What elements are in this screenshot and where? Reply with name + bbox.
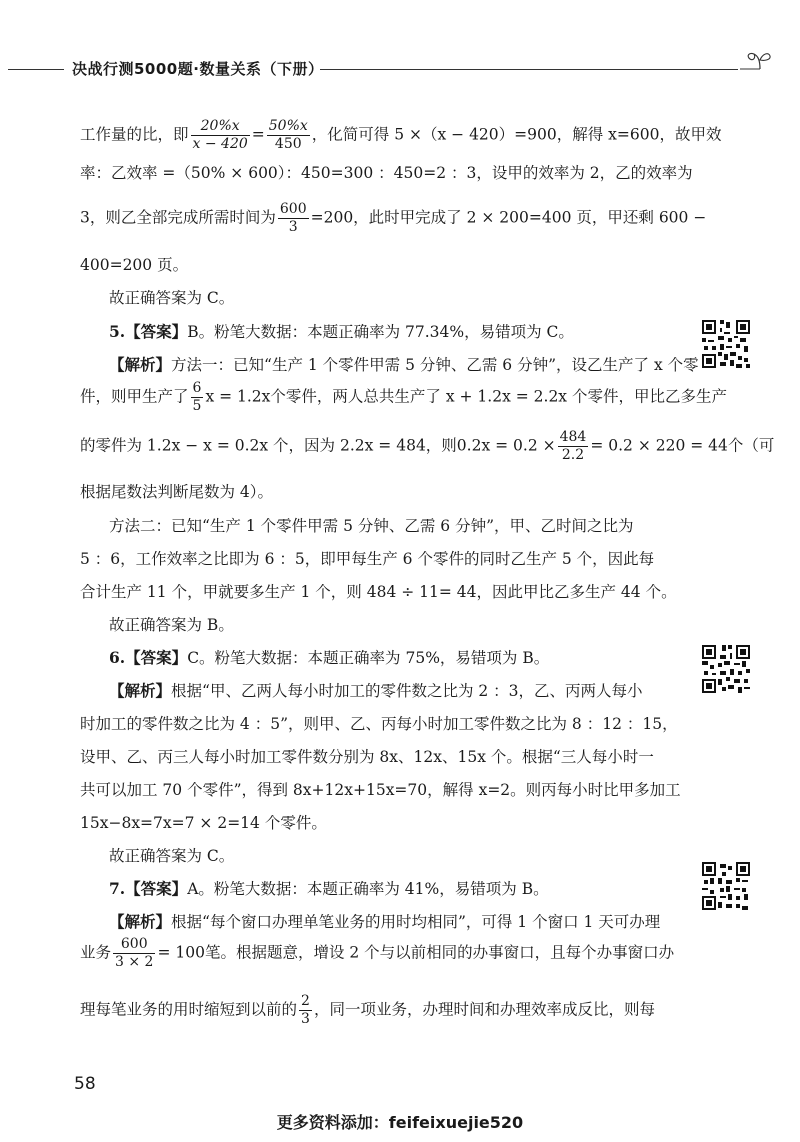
answer-line: 5.【答案】B。粉笔大数据：本题正确率为 77.34%，易错项为 C。 bbox=[109, 322, 574, 341]
fraction: $\frac{6}{5}$ bbox=[192, 380, 202, 414]
text-line: 400=200 页。 bbox=[80, 256, 189, 274]
text-line: 率：乙效率 =（50% × 600）：450=300 ：450=2 ：3，设甲的效率为 2，乙的效率为 bbox=[80, 164, 693, 182]
text-line: 5 ：6，工作效率之比即为 6 ：5，即甲每生产 6 个零件的同时乙生产 5 个，因此每 bbox=[80, 550, 655, 568]
answer-line: 6.【答案】C。粉笔大数据：本题正确率为 75%，易错项为 B。 bbox=[109, 648, 550, 667]
footer-note: 更多资料添加：feifeixuejie520 bbox=[276, 1113, 524, 1132]
analysis-line: 【解析】方法一：已知“生产 1 个零件甲需 5 分钟、乙需 6 分钟”，设乙生产了 x 个零 bbox=[109, 355, 699, 374]
sprout-icon bbox=[736, 46, 776, 78]
fraction: $\frac{600}{3 \times 2}$ bbox=[115, 936, 154, 970]
text-line: 故正确答案为 C。 bbox=[109, 847, 235, 865]
page-number: 58 bbox=[74, 1074, 96, 1094]
text-line: 合计生产 11 个，甲就要多生产 1 个，则 484 ÷ 11= 44，因此甲比乙多生产 44 个。 bbox=[80, 583, 677, 601]
text-line: 理每笔业务的用时缩短到以前的 $\frac{2}{3}$ ，同一项业务，办理时间和办理效率成反比，则每 bbox=[80, 993, 655, 1027]
text-line: 时加工的零件数之比为 4 ：5”，则甲、乙、丙每小时加工零件数之比为 8 ：12 ：15， bbox=[80, 715, 678, 733]
text-line: 3，则乙全部完成所需时间为 $\frac{600}{3}$ =200，此时甲完成了 2 × 200=400 页，甲还剩 600 − bbox=[80, 201, 707, 235]
fraction: $\frac{20\%x}{x - 420}$ bbox=[192, 118, 248, 152]
text-line: 设甲、乙、丙三人每小时加工零件数分别为 8x、12x、15x 个。根据“三人每小时一 bbox=[80, 748, 654, 766]
fraction: $\frac{50\%x}{450}$ bbox=[268, 118, 308, 152]
book-title: 决战行测5000题·数量关系（下册） bbox=[72, 60, 324, 78]
qr-code-icon[interactable] bbox=[700, 643, 752, 695]
fraction: $\frac{600}{3}$ bbox=[279, 201, 307, 235]
text-line: 故正确答案为 C。 bbox=[109, 289, 235, 307]
qr-code-icon[interactable] bbox=[700, 318, 752, 370]
text-line: 工作量的比，即 $\frac{20\%x}{x - 420}$ = $\frac{50\%x}{450}$ ，化简可得 5 ×（x − 420）=900，解得 x=600，故甲效 bbox=[80, 118, 722, 152]
text-line: 根据尾数法判断尾数为 4）。 bbox=[80, 483, 274, 501]
answer-line: 7.【答案】A。粉笔大数据：本题正确率为 41%，易错项为 B。 bbox=[109, 879, 549, 898]
analysis-line: 【解析】根据“每个窗口办理单笔业务的用时均相同”，可得 1 个窗口 1 天可办理 bbox=[109, 912, 661, 931]
header-rule-right bbox=[320, 69, 738, 70]
text-line: 15x−8x=7x=7 × 2=14 个零件。 bbox=[80, 814, 327, 832]
analysis-line: 【解析】根据“甲、乙两人每小时加工的零件数之比为 2 ：3，乙、丙两人每小 bbox=[109, 681, 643, 700]
text-line: 业务 $\frac{600}{3 \times 2}$ = 100笔。根据题意，增设 2 个与以前相同的办事窗口，且每个办事窗口办 bbox=[80, 936, 675, 970]
text-line: 件，则甲生产了 $\frac{6}{5}$ x = 1.2x个零件，两人总共生产了 x + 1.2x = 2.2x 个零件，甲比乙多生产 bbox=[80, 380, 727, 414]
qr-code-icon[interactable] bbox=[700, 860, 752, 912]
text-line: 的零件为 1.2x − x = 0.2x 个，因为 2.2x = 484，则0.2x = 0.2 × $\frac{484}{2.2}$ = 0.2 × 220 = 44个（可 bbox=[80, 429, 775, 463]
text-line: 共可以加工 70 个零件”，得到 8x+12x+15x=70，解得 x=2。则丙每小时比甲多加工 bbox=[80, 781, 681, 799]
running-header bbox=[8, 54, 792, 84]
header-rule-left bbox=[8, 69, 64, 70]
text-line: 方法二：已知“生产 1 个零件甲需 5 分钟、乙需 6 分钟”，甲、乙时间之比为 bbox=[109, 517, 634, 535]
fraction: $\frac{484}{2.2}$ bbox=[559, 429, 587, 463]
text-line: 故正确答案为 B。 bbox=[109, 616, 234, 634]
fraction: $\frac{2}{3}$ bbox=[301, 993, 310, 1027]
